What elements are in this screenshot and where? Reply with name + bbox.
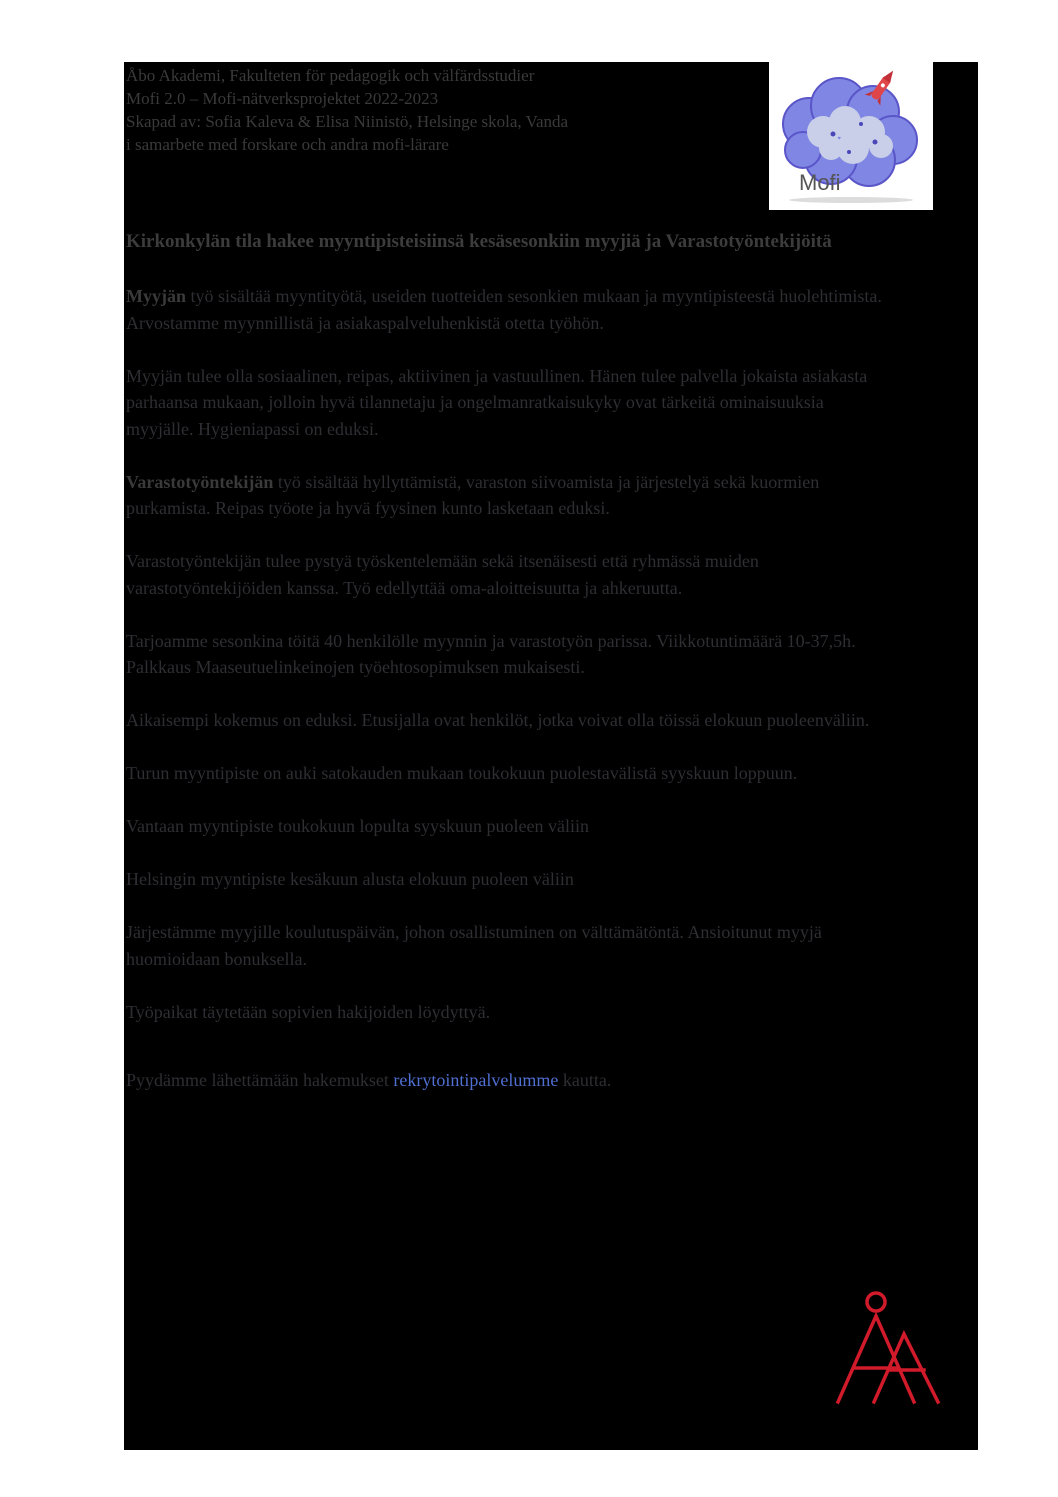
paragraph-text: työ sisältää hyllyttämistä, varaston siivoamista ja järjestelyä sekä kuormien purkamista. Reipas työote ja hyvä fyysinen kunto lasketaan eduksi. [126,471,820,518]
paragraph-offer: Tarjoamme sesonkina töitä 40 henkilölle myynnin ja varastotyön parissa. Viikkotuntimäärä 10-37,5h. Palkkaus Maaseutuelinkeinojen työehtosopimuksen mukaisesti. [126,630,856,677]
paragraph-experience: Aikaisempi kokemus on eduksi. Etusijalla ovat henkilöt, jotka voivat olla töissä elokuun puoleenväliin. [126,710,870,730]
paragraph-seller-requirements: Myyjän tulee olla sosiaalinen, reipas, aktiivinen ja vastuullinen. Hänen tulee palvella jokaista asiakasta parhaansa mukaan, jolloin hyvä tilannetaju ja ongelmanratkaisukyky ovat tärkeitä ominaisuuksia myyjälle. Hygieniapassi on eduksi. [126,365,868,439]
main-content [126,228,886,1120]
recruitment-link[interactable]: rekrytointipalvelumme [393,1070,559,1090]
header-line-institution: Åbo Akademi, Fakulteten för pedagogik och välfärdsstudier [126,66,535,85]
paragraph-filling: Työpaikat täytetään sopivien hakijoiden löydyttyä. [126,1001,491,1022]
bold-term-seller: Myyjän [126,286,186,306]
paragraph-training: Järjestämme myyjille koulutuspäivän, johon osallistuminen on välttämätöntä. Ansioitunut myyjä huomioidaan bonuksella. [126,922,822,969]
aa-monogram-icon [830,1290,946,1408]
paragraph-warehouse-tasks [126,469,886,522]
paragraph-helsinki: Helsingin myyntipiste kesäkuun alusta elokuun puoleen väliin [126,869,574,889]
paragraph-warehouse-requirements: Varastotyöntekijän tulee pystyä työskentelemään sekä itsenäisesti että ryhmässä muiden varastotyöntekijöiden kanssa. Työ edellyttää oma-aloitteisuutta ja ahkeruutta. [126,551,759,598]
page-title: Kirkonkylän tila hakee myyntipisteisiinsä kesäsesonkiin myyjiä ja Varastotyöntekijöitä [126,231,832,252]
header-line-authors: Skapad av: Sofia Kaleva & Elisa Niinistö, Helsinge skola, Vanda [126,112,569,131]
mofi-logo-text: Mofi [799,170,841,195]
header-line-project: Mofi 2.0 – Mofi-nätverksprojektet 2022-2023 [126,89,439,108]
paragraph-vantaa: Vantaan myyntipiste toukokuun lopulta syyskuun puoleen väliin [126,816,589,836]
apply-text-post: kautta. [558,1070,612,1090]
header-line-collaboration: i samarbete med forskare och andra mofi-lärare [126,135,449,154]
mofi-logo [769,62,933,210]
paragraph-turku: Turun myyntipiste on auki satokauden mukaan toukokuun puolestavälistä syyskuun loppuun. [126,763,798,783]
cloud-rocket-icon [769,62,933,210]
abo-akademi-logo [830,1290,946,1413]
document-header [126,64,568,156]
apply-text-pre: Pyydämme lähettämään hakemukset [126,1070,394,1090]
paragraph-seller-tasks [126,283,886,336]
paragraph-apply [126,1067,886,1094]
paragraph-text: työ sisältää myyntityötä, useiden tuotteiden sesonkien mukaan ja myyntipisteestä huolehtimista. Arvostamme myynnillistä ja asiakaspalveluhenkistä otetta työhön. [126,286,882,333]
bold-term-warehouse: Varastotyöntekijän [126,471,274,492]
